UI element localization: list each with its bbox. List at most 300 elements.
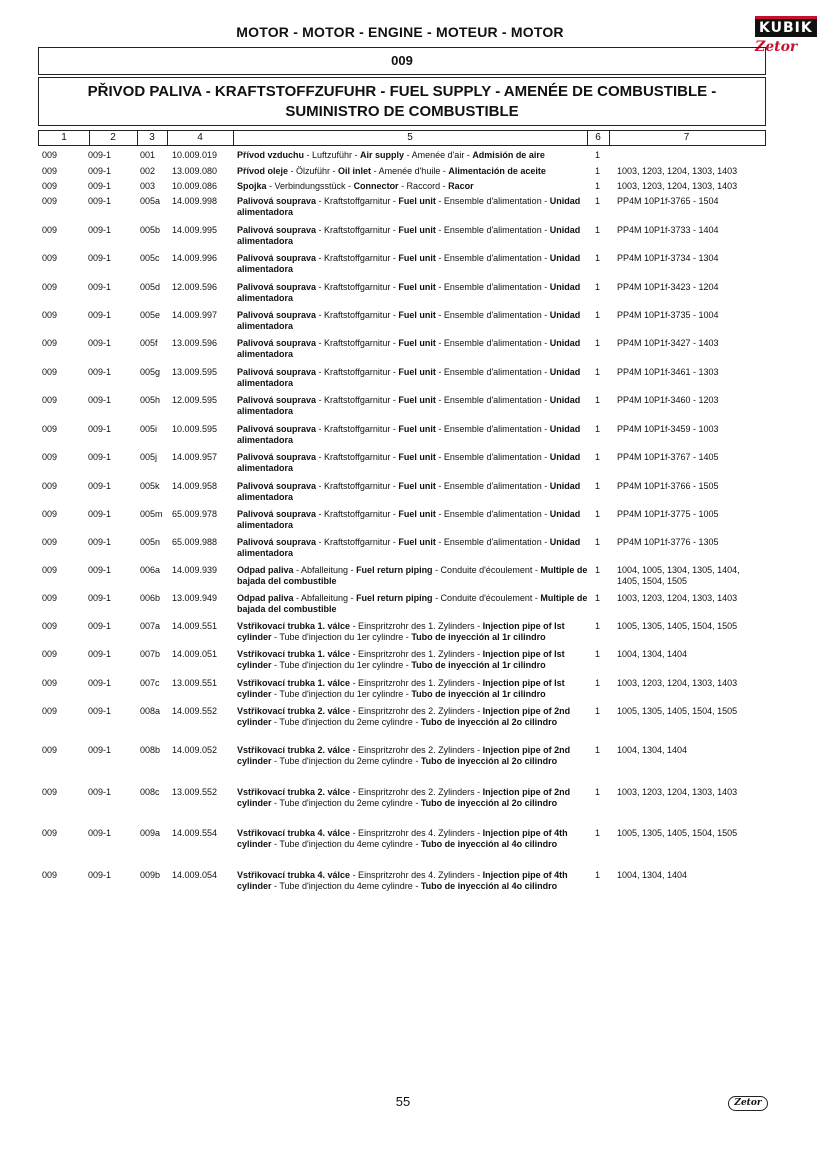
description-part: - Amenée d'huile - [371, 166, 449, 176]
quantity: 1 [595, 282, 601, 292]
figure-code: 009-1 [88, 565, 112, 575]
part-description [237, 537, 589, 559]
description-part: Odpad paliva [237, 593, 294, 603]
description-part: Unidad alimentadora [237, 253, 581, 274]
quantity: 1 [595, 150, 601, 160]
column-header-7: 7 [683, 132, 690, 143]
applicability: PP4M 10P1f-3775 - 1005 [617, 509, 719, 519]
description-part: Fuel return piping [356, 593, 433, 603]
part-number: 14.009.997 [172, 310, 218, 320]
figure-code: 009-1 [88, 225, 112, 235]
description-part: Tubo de inyección al 1r cilindro [411, 632, 546, 642]
description-part: - Kraftstoffgarnitur - [316, 367, 399, 377]
figure-code: 009-1 [88, 870, 112, 880]
part-description [237, 621, 589, 643]
description-part: - Kraftstoffgarnitur - [316, 253, 399, 263]
part-description [237, 452, 589, 474]
figure-code: 009-1 [88, 481, 112, 491]
part-description [237, 166, 589, 177]
description-part: Connector [353, 181, 399, 191]
quantity: 1 [595, 225, 601, 235]
description-part: Vstřikovací trubka 4. válce [237, 870, 351, 880]
page-title: MOTOR - MOTOR - ENGINE - MOTEUR - MOTOR [236, 24, 564, 40]
description-part: - Kraftstoffgarnitur - [316, 310, 399, 320]
description-part: Fuel unit [398, 310, 436, 320]
figure-code: 009-1 [88, 367, 112, 377]
applicability: PP4M 10P1f-3766 - 1505 [617, 481, 719, 491]
applicability: 1003, 1203, 1204, 1303, 1403 [617, 166, 738, 176]
description-part: Palivová souprava [237, 509, 317, 519]
description-part: - Ensemble d'alimentation - [435, 225, 550, 235]
part-number: 14.009.995 [172, 225, 218, 235]
part-number: 14.009.939 [172, 565, 218, 575]
description-part: Fuel unit [398, 196, 436, 206]
description-part: Fuel unit [398, 481, 436, 491]
figure-code: 009-1 [88, 452, 112, 462]
description-part: Injection pipe of 2nd cylinder [237, 787, 571, 808]
group-code: 009 [42, 593, 58, 603]
quantity: 1 [595, 452, 601, 462]
description-part: Tubo de inyección al 2o cilindro [420, 756, 558, 766]
figure-code: 009-1 [88, 828, 112, 838]
group-code: 009 [42, 509, 58, 519]
description-part: Injection pipe of Ist cylinder [237, 678, 565, 699]
zetor-footer-logo: Zetor [728, 1096, 768, 1111]
position-code: 005e [140, 310, 161, 320]
description-part: Odpad paliva [237, 565, 294, 575]
description-part: Fuel unit [398, 395, 436, 405]
description-part: - Conduite d'écoulement - [432, 593, 541, 603]
description-part: Vstřikovací trubka 2. válce [237, 706, 351, 716]
description-part: - Tube d'injection du 1er cylindre - [271, 689, 412, 699]
part-number: 10.009.595 [172, 424, 218, 434]
part-number: 14.009.051 [172, 649, 218, 659]
description-part: Unidad alimentadora [237, 452, 581, 473]
description-part: Unidad alimentadora [237, 424, 581, 445]
part-number: 13.009.551 [172, 678, 218, 688]
description-part: - Einspritzrohr des 1. Zylinders - [350, 621, 483, 631]
description-part: - Kraftstoffgarnitur - [316, 481, 399, 491]
figure-code: 009-1 [88, 706, 112, 716]
part-number: 12.009.596 [172, 282, 218, 292]
part-number: 14.009.958 [172, 481, 218, 491]
figure-code: 009-1 [88, 593, 112, 603]
description-part: Alimentación de aceite [448, 166, 546, 176]
description-part: - Tube d'injection du 4eme cylindre - [271, 839, 421, 849]
description-part: - Tube d'injection du 4eme cylindre - [271, 881, 421, 891]
quantity: 1 [595, 367, 601, 377]
part-number: 10.009.086 [172, 181, 218, 191]
description-part: - Ensemble d'alimentation - [435, 452, 550, 462]
description-part: Tubo de inyección al 4o cilindro [420, 839, 558, 849]
part-number: 14.009.957 [172, 452, 218, 462]
logo-brand: KUBIK [755, 16, 817, 37]
position-code: 008b [140, 745, 161, 755]
part-description [237, 150, 589, 161]
description-part: Fuel unit [398, 338, 436, 348]
position-code: 006b [140, 593, 161, 603]
description-part: - Abfalleitung - [293, 565, 357, 575]
position-code: 003 [140, 181, 156, 191]
description-part: - Einspritzrohr des 4. Zylinders - [350, 828, 483, 838]
quantity: 1 [595, 745, 601, 755]
description-part: Injection pipe of 4th cylinder [237, 870, 568, 891]
description-part: - Raccord - [398, 181, 449, 191]
quantity: 1 [595, 424, 601, 434]
column-header-5: 5 [233, 131, 588, 145]
description-part: - Ensemble d'alimentation - [435, 424, 550, 434]
part-number: 65.009.978 [172, 509, 218, 519]
quantity: 1 [595, 253, 601, 263]
figure-code: 009-1 [88, 678, 112, 688]
applicability: PP4M 10P1f-3459 - 1003 [617, 424, 719, 434]
description-part: Racor [448, 181, 474, 191]
description-part: Fuel unit [398, 367, 436, 377]
description-part: Palivová souprava [237, 196, 317, 206]
part-number: 13.009.080 [172, 166, 218, 176]
part-description [237, 593, 589, 615]
description-part: Unidad alimentadora [237, 509, 581, 530]
description-part: Přívod vzduchu [237, 150, 305, 160]
quantity: 1 [595, 481, 601, 491]
description-part: Přívod oleje [237, 166, 289, 176]
description-part: Fuel unit [398, 225, 436, 235]
description-part: - Luftzuführ - [304, 150, 361, 160]
part-description [237, 706, 589, 728]
figure-code: 009-1 [88, 150, 112, 160]
applicability: 1004, 1304, 1404 [617, 870, 688, 880]
description-part: Unidad alimentadora [237, 338, 581, 359]
part-description [237, 870, 589, 892]
group-code: 009 [42, 537, 58, 547]
description-part: Vstřikovací trubka 1. válce [237, 678, 351, 688]
position-code: 005k [140, 481, 160, 491]
description-part: Palivová souprava [237, 338, 317, 348]
part-description [237, 367, 589, 389]
description-part: - Einspritzrohr des 2. Zylinders - [350, 787, 483, 797]
description-part: Vstřikovací trubka 1. válce [237, 621, 351, 631]
description-part: Unidad alimentadora [237, 196, 581, 217]
part-number: 14.009.551 [172, 621, 218, 631]
description-part: - Ensemble d'alimentation - [435, 537, 550, 547]
description-part: Palivová souprava [237, 225, 317, 235]
description-part: Injection pipe of Ist cylinder [237, 649, 565, 670]
description-part: Admisión de aire [472, 150, 545, 160]
part-number: 13.009.949 [172, 593, 218, 603]
description-part: Palivová souprava [237, 253, 317, 263]
description-part: - Ölzuführ - [288, 166, 339, 176]
position-code: 005c [140, 253, 160, 263]
description-part: Air supply [360, 150, 405, 160]
figure-code: 009-1 [88, 181, 112, 191]
description-part: Fuel unit [398, 537, 436, 547]
position-code: 005n [140, 537, 161, 547]
description-part: - Kraftstoffgarnitur - [316, 225, 399, 235]
part-description [237, 649, 589, 671]
quantity: 1 [595, 678, 601, 688]
description-part: Injection pipe of 2nd cylinder [237, 745, 571, 766]
applicability: 1003, 1203, 1204, 1303, 1403 [617, 678, 738, 688]
position-code: 007c [140, 678, 160, 688]
position-code: 002 [140, 166, 156, 176]
description-part: Spojka [237, 181, 267, 191]
applicability: PP4M 10P1f-3767 - 1405 [617, 452, 719, 462]
description-part: Unidad alimentadora [237, 481, 581, 502]
part-number: 14.009.054 [172, 870, 218, 880]
applicability: 1005, 1305, 1405, 1504, 1505 [617, 706, 738, 716]
description-part: Injection pipe of 4th cylinder [237, 828, 568, 849]
description-part: - Amenée d'air - [404, 150, 473, 160]
description-part: - Verbindungsstück - [266, 181, 354, 191]
description-part: Fuel unit [398, 509, 436, 519]
quantity: 1 [595, 395, 601, 405]
group-code: 009 [42, 150, 58, 160]
part-description [237, 253, 589, 275]
description-part: Palivová souprava [237, 424, 317, 434]
group-code: 009 [42, 481, 58, 491]
applicability: PP4M 10P1f-3427 - 1403 [617, 338, 719, 348]
figure-code: 009-1 [88, 196, 112, 206]
description-part: Palivová souprava [237, 537, 317, 547]
description-part: Tubo de inyección al 1r cilindro [411, 689, 546, 699]
description-part: Palivová souprava [237, 310, 317, 320]
figure-code: 009-1 [88, 395, 112, 405]
group-code: 009 [42, 253, 58, 263]
description-part: - Kraftstoffgarnitur - [316, 196, 399, 206]
description-part: Fuel return piping [356, 565, 433, 575]
position-code: 009a [140, 828, 161, 838]
description-part: - Einspritzrohr des 1. Zylinders - [350, 678, 483, 688]
applicability: PP4M 10P1f-3733 - 1404 [617, 225, 719, 235]
group-code: 009 [42, 678, 58, 688]
group-code: 009 [42, 181, 58, 191]
figure-code: 009-1 [88, 282, 112, 292]
part-description [237, 225, 589, 247]
description-part: Palivová souprava [237, 282, 317, 292]
position-code: 005f [140, 338, 158, 348]
part-description [237, 395, 589, 417]
column-header-1: 1 [39, 131, 90, 145]
group-code: 009 [42, 282, 58, 292]
part-description [237, 509, 589, 531]
applicability: 1003, 1203, 1204, 1303, 1403 [617, 787, 738, 797]
description-part: Unidad alimentadora [237, 225, 581, 246]
position-code: 005i [140, 424, 158, 434]
description-part: - Einspritzrohr des 4. Zylinders - [350, 870, 483, 880]
part-description [237, 181, 589, 192]
group-code: 009 [42, 649, 58, 659]
description-part: Tubo de inyección al 4o cilindro [420, 881, 558, 891]
group-code: 009 [42, 424, 58, 434]
figure-code: 009-1 [88, 649, 112, 659]
description-part: Fuel unit [398, 253, 436, 263]
figure-code: 009-1 [88, 621, 112, 631]
description-part: - Einspritzrohr des 1. Zylinders - [350, 649, 483, 659]
description-part: - Einspritzrohr des 2. Zylinders - [350, 706, 483, 716]
group-code: 009 [42, 787, 58, 797]
description-part: Vstřikovací trubka 2. válce [237, 745, 351, 755]
quantity: 1 [595, 537, 601, 547]
part-description [237, 481, 589, 503]
column-header-3: 3 [137, 131, 168, 145]
column-header-4: 4 [167, 131, 234, 145]
applicability: PP4M 10P1f-3460 - 1203 [617, 395, 719, 405]
description-part: - Kraftstoffgarnitur - [316, 338, 399, 348]
part-number: 13.009.595 [172, 367, 218, 377]
part-number: 13.009.552 [172, 787, 218, 797]
description-part: - Ensemble d'alimentation - [435, 196, 550, 206]
applicability: PP4M 10P1f-3461 - 1303 [617, 367, 719, 377]
description-part: - Ensemble d'alimentation - [435, 367, 550, 377]
group-code: 009 [42, 745, 58, 755]
description-part: - Ensemble d'alimentation - [435, 282, 550, 292]
part-description [237, 787, 589, 809]
quantity: 1 [595, 509, 601, 519]
quantity: 1 [595, 338, 601, 348]
part-number: 10.009.019 [172, 150, 218, 160]
part-number: 14.009.998 [172, 196, 218, 206]
part-description [237, 745, 589, 767]
quantity: 1 [595, 828, 601, 838]
description-part: - Ensemble d'alimentation - [435, 338, 550, 348]
quantity: 1 [595, 787, 601, 797]
figure-code: 009-1 [88, 509, 112, 519]
group-code: 009 [42, 452, 58, 462]
figure-code: 009-1 [88, 310, 112, 320]
description-part: Palivová souprava [237, 367, 317, 377]
description-part: - Abfalleitung - [293, 593, 357, 603]
page-number: 55 [395, 1094, 411, 1109]
figure-code: 009-1 [88, 166, 112, 176]
description-part: - Tube d'injection du 2eme cylindre - [271, 798, 421, 808]
description-part: Unidad alimentadora [237, 395, 581, 416]
part-number: 13.009.596 [172, 338, 218, 348]
figure-code: 009-1 [88, 745, 112, 755]
quantity: 1 [595, 181, 601, 191]
part-number: 14.009.552 [172, 706, 218, 716]
description-part: Unidad alimentadora [237, 310, 581, 331]
position-code: 005h [140, 395, 161, 405]
part-number: 65.009.988 [172, 537, 218, 547]
applicability: 1003, 1203, 1204, 1303, 1403 [617, 593, 738, 603]
logo-sub: Zetor [755, 39, 798, 55]
description-part: Unidad alimentadora [237, 367, 581, 388]
applicability: PP4M 10P1f-3765 - 1504 [617, 196, 719, 206]
position-code: 007a [140, 621, 161, 631]
description-part: - Ensemble d'alimentation - [435, 310, 550, 320]
section-code: 009 [38, 47, 766, 75]
figure-code: 009-1 [88, 424, 112, 434]
quantity: 1 [595, 706, 601, 716]
applicability: PP4M 10P1f-3734 - 1304 [617, 253, 719, 263]
part-description [237, 565, 589, 587]
figure-code: 009-1 [88, 253, 112, 263]
description-part: - Ensemble d'alimentation - [435, 481, 550, 491]
description-part: - Ensemble d'alimentation - [435, 509, 550, 519]
description-part: Palivová souprava [237, 452, 317, 462]
position-code: 005d [140, 282, 161, 292]
group-code: 009 [42, 310, 58, 320]
description-part: Palivová souprava [237, 395, 317, 405]
part-description [237, 424, 589, 446]
quantity: 1 [595, 870, 601, 880]
position-code: 008a [140, 706, 161, 716]
group-code: 009 [42, 225, 58, 235]
description-part: - Kraftstoffgarnitur - [316, 509, 399, 519]
part-description [237, 828, 589, 850]
description-part: - Tube d'injection du 2eme cylindre - [271, 756, 421, 766]
quantity: 1 [595, 565, 601, 575]
position-code: 009b [140, 870, 161, 880]
position-code: 005a [140, 196, 161, 206]
quantity: 1 [595, 196, 601, 206]
group-code: 009 [42, 828, 58, 838]
quantity: 1 [595, 593, 601, 603]
description-part: - Ensemble d'alimentation - [435, 253, 550, 263]
part-number: 14.009.052 [172, 745, 218, 755]
applicability: 1004, 1005, 1304, 1305, 1404, 1405, 1504, 1505 [617, 565, 740, 586]
description-part: - Einspritzrohr des 2. Zylinders - [350, 745, 483, 755]
position-code: 005g [140, 367, 161, 377]
description-part: Vstřikovací trubka 2. válce [237, 787, 351, 797]
quantity: 1 [595, 649, 601, 659]
group-code: 009 [42, 166, 58, 176]
description-part: - Kraftstoffgarnitur - [316, 395, 399, 405]
applicability: 1004, 1304, 1404 [617, 745, 688, 755]
figure-code: 009-1 [88, 787, 112, 797]
group-code: 009 [42, 621, 58, 631]
part-description [237, 310, 589, 332]
position-code: 005b [140, 225, 161, 235]
quantity: 1 [595, 621, 601, 631]
position-code: 005m [140, 509, 163, 519]
description-part: - Kraftstoffgarnitur - [316, 424, 399, 434]
group-code: 009 [42, 367, 58, 377]
applicability: PP4M 10P1f-3776 - 1305 [617, 537, 719, 547]
quantity: 1 [595, 166, 601, 176]
part-description [237, 196, 589, 218]
description-part: - Ensemble d'alimentation - [435, 395, 550, 405]
description-part: Fuel unit [398, 282, 436, 292]
description-part: - Tube d'injection du 1er cylindre - [271, 660, 412, 670]
part-description [237, 282, 589, 304]
description-part: Unidad alimentadora [237, 537, 581, 558]
part-description [237, 338, 589, 360]
description-part: Injection pipe of 2nd cylinder [237, 706, 571, 727]
group-code: 009 [42, 706, 58, 716]
section-title-text: PŘIVOD PALIVA - KRAFTSTOFFZUFUHR - FUEL SUPPLY - AMENÉE DE COMBUSTIBLE - SUMINISTRO DE COMBUSTIBLE [87, 82, 717, 120]
part-number: 14.009.554 [172, 828, 218, 838]
column-header-6: 6 [587, 131, 610, 145]
description-part: Tubo de inyección al 2o cilindro [420, 717, 558, 727]
position-code: 005j [140, 452, 158, 462]
position-code: 007b [140, 649, 161, 659]
description-part: - Conduite d'écoulement - [432, 565, 541, 575]
applicability: PP4M 10P1f-3423 - 1204 [617, 282, 719, 292]
description-part: Vstřikovací trubka 1. válce [237, 649, 351, 659]
description-part: Oil inlet [338, 166, 372, 176]
description-part: Vstřikovací trubka 4. válce [237, 828, 351, 838]
applicability: 1003, 1203, 1204, 1303, 1403 [617, 181, 738, 191]
figure-code: 009-1 [88, 338, 112, 348]
part-number: 12.009.595 [172, 395, 218, 405]
group-code: 009 [42, 565, 58, 575]
description-part: Injection pipe of Ist cylinder [237, 621, 565, 642]
description-part: - Kraftstoffgarnitur - [316, 452, 399, 462]
description-part: - Tube d'injection du 2eme cylindre - [271, 717, 421, 727]
description-part: - Kraftstoffgarnitur - [316, 282, 399, 292]
description-part: Tubo de inyección al 2o cilindro [420, 798, 558, 808]
